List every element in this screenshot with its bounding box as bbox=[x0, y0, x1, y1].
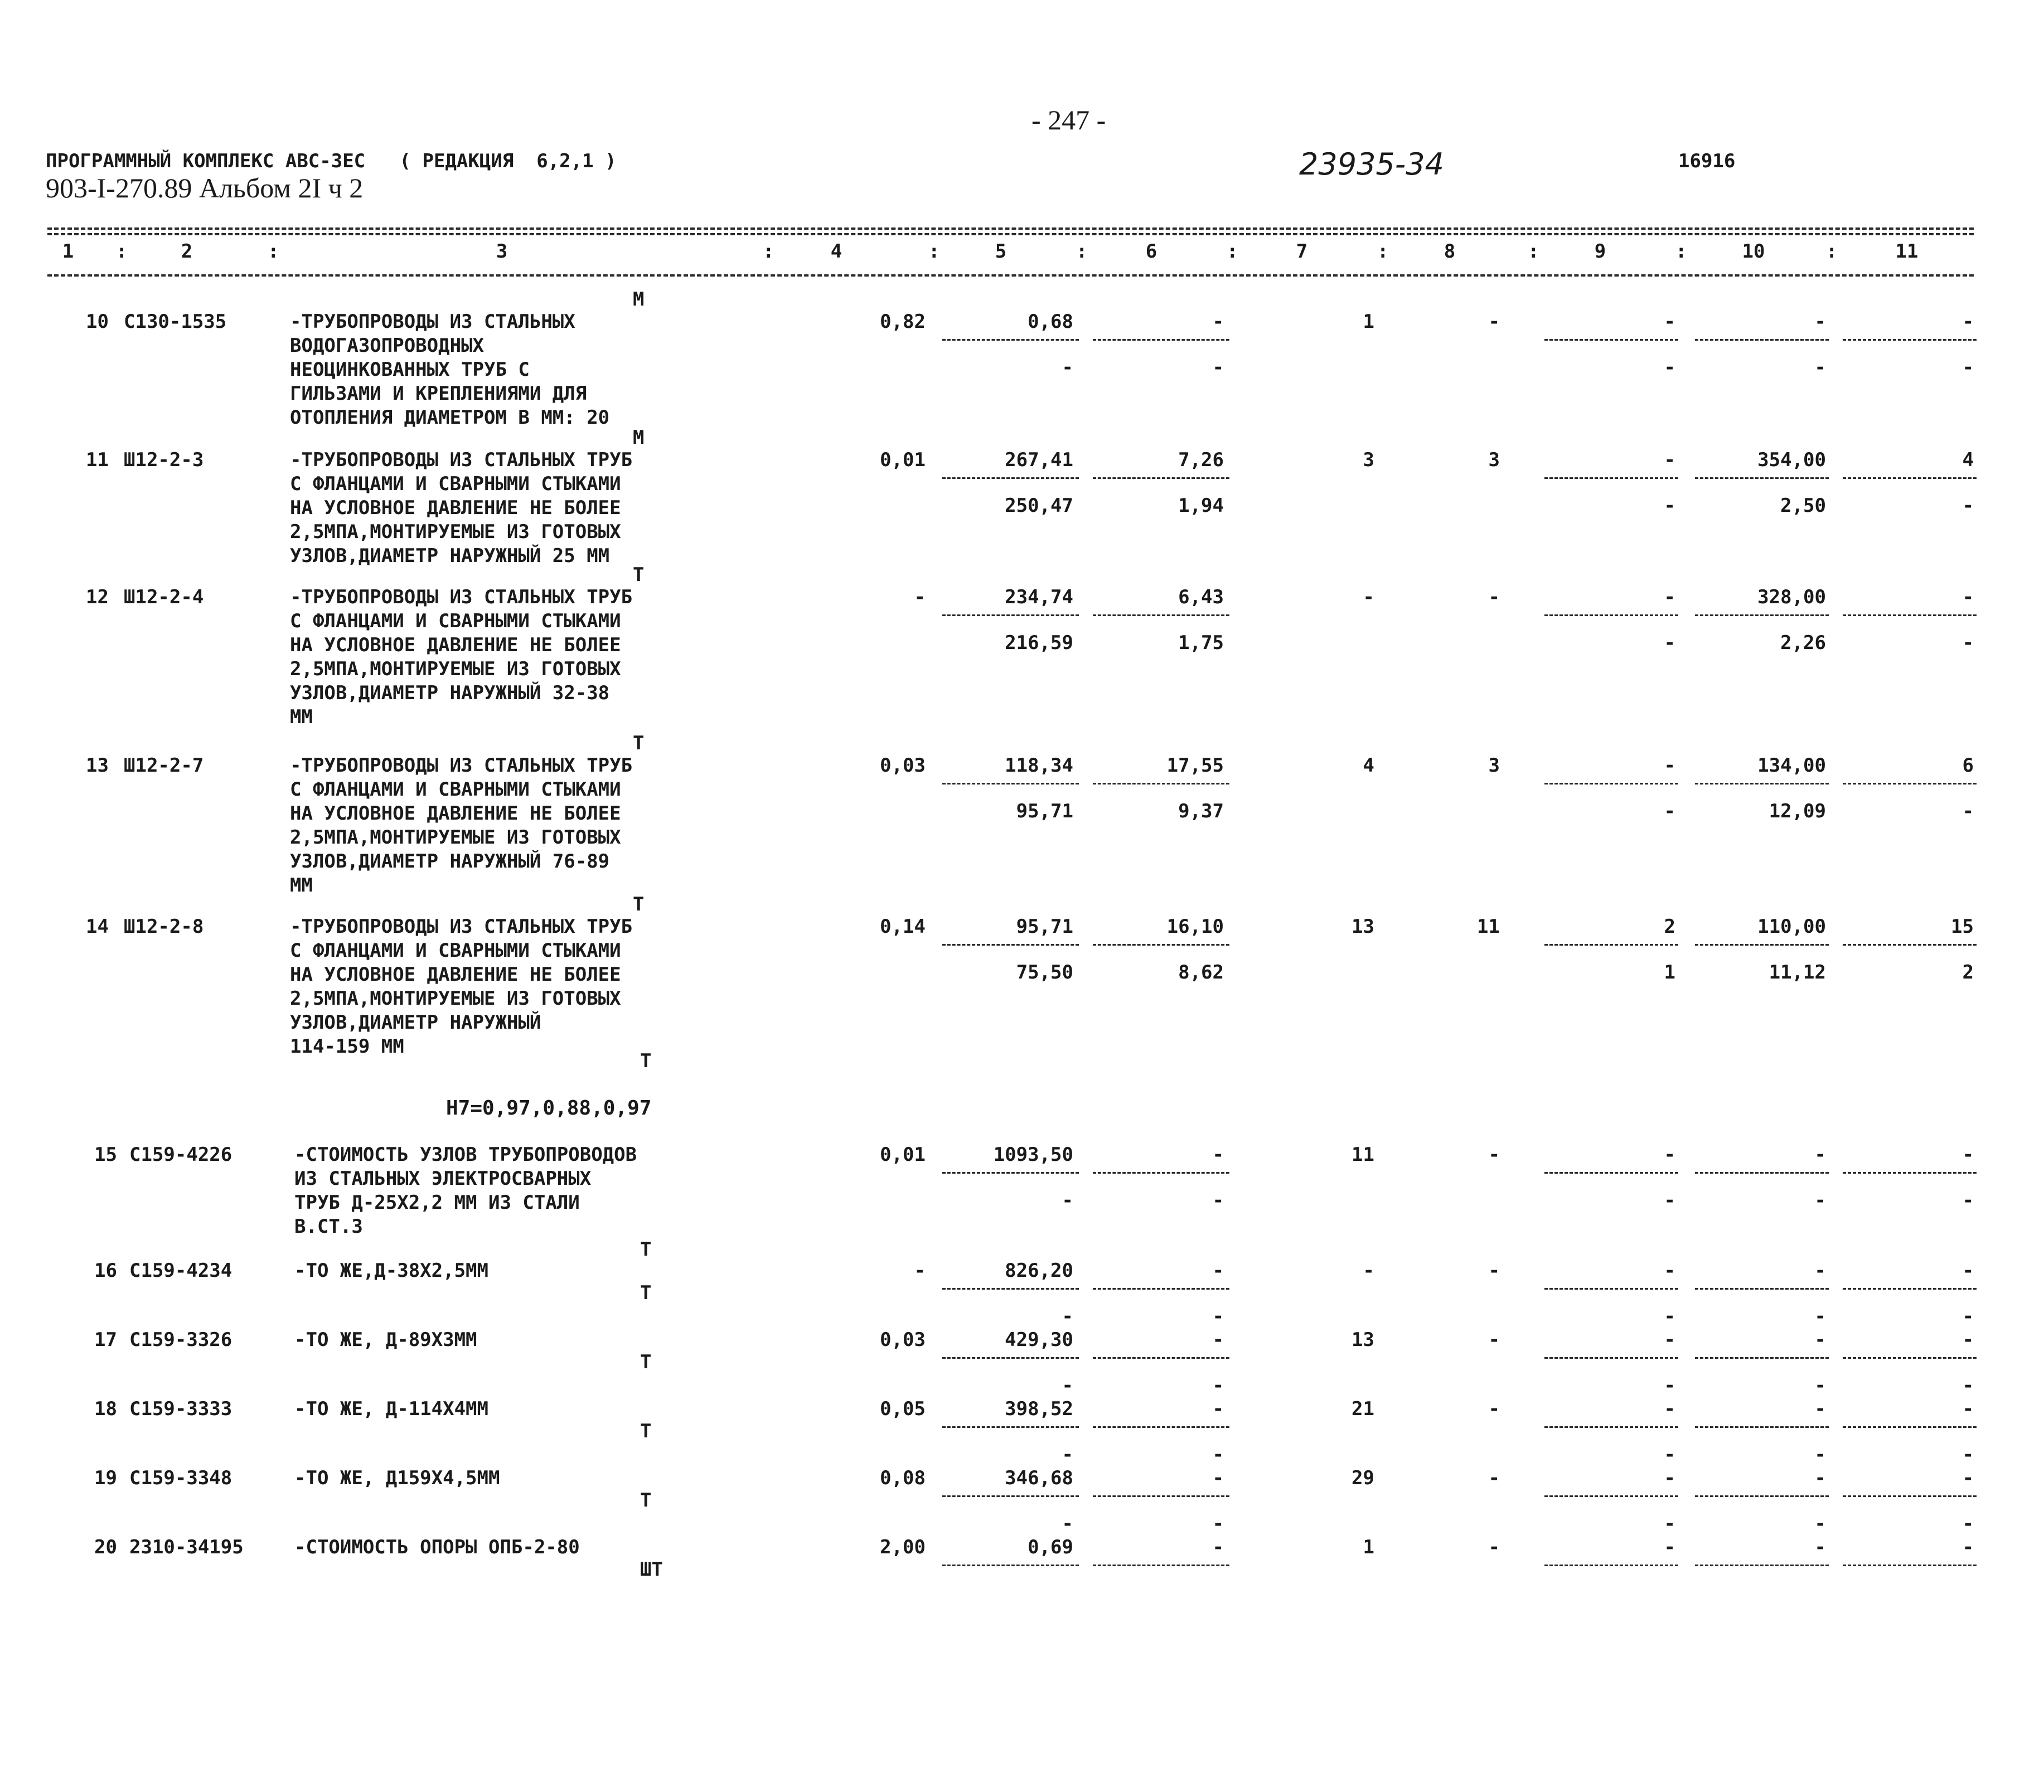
cell-divider bbox=[1695, 1495, 1829, 1497]
cell-divider bbox=[1093, 614, 1229, 616]
cell-divider bbox=[1695, 944, 1829, 946]
cell-divider bbox=[1544, 1172, 1678, 1174]
cell-col-5: 234,74 bbox=[1005, 586, 1073, 608]
row-description-line: -ТРУБОПРОВОДЫ ИЗ СТАЛЬНЫХ bbox=[290, 311, 575, 333]
unit-label: Т bbox=[640, 1420, 652, 1442]
cell-divider bbox=[942, 614, 1079, 616]
cell-divider bbox=[942, 1172, 1079, 1174]
cell-col-10: - bbox=[1814, 1398, 1826, 1420]
cell-col-7: 21 bbox=[1352, 1398, 1374, 1420]
cell-col-4: 0,14 bbox=[880, 916, 926, 938]
cell-col-11-lower: - bbox=[1962, 495, 1974, 517]
row-code: С159-4234 bbox=[129, 1260, 233, 1282]
column-separator: : bbox=[763, 240, 774, 263]
cell-col-6-lower: - bbox=[1212, 1374, 1224, 1397]
cell-col-11-lower: - bbox=[1962, 1513, 1974, 1535]
cell-col-5-lower: 75,50 bbox=[1016, 961, 1073, 984]
cell-col-11-lower: - bbox=[1962, 1444, 1974, 1466]
page-number: - 247 - bbox=[1031, 104, 1106, 135]
cell-col-6-lower: - bbox=[1212, 1305, 1224, 1328]
cell-col-6-lower: - bbox=[1212, 1444, 1224, 1466]
cell-col-9: - bbox=[1664, 754, 1675, 777]
cell-col-9: - bbox=[1664, 1398, 1675, 1420]
cell-col-8: - bbox=[1488, 1260, 1500, 1282]
cell-col-9: - bbox=[1664, 1260, 1675, 1282]
cell-divider bbox=[1544, 1288, 1678, 1290]
cell-divider bbox=[1695, 1172, 1829, 1174]
cell-divider bbox=[1843, 1565, 1977, 1566]
row-description-line: ОТОПЛЕНИЯ ДИАМЕТРОМ В ММ: 20 bbox=[290, 406, 610, 429]
row-number: 18 bbox=[94, 1398, 117, 1420]
column-separator: : bbox=[268, 240, 279, 263]
row-description-line: НА УСЛОВНОЕ ДАВЛЕНИЕ НЕ БОЛЕЕ bbox=[290, 634, 621, 656]
cell-divider bbox=[942, 1426, 1079, 1428]
cell-col-10-lower: - bbox=[1814, 1513, 1826, 1535]
cell-col-5: 826,20 bbox=[1005, 1260, 1073, 1282]
cell-divider bbox=[1695, 1357, 1829, 1359]
cell-col-10-lower: - bbox=[1814, 356, 1826, 379]
album-line: 903-I-270.89 Альбом 2I ч 2 bbox=[46, 172, 364, 204]
cell-col-11: - bbox=[1962, 586, 1974, 608]
cell-divider bbox=[1544, 1426, 1678, 1428]
cell-divider bbox=[1695, 339, 1829, 341]
column-header-10: 10 bbox=[1742, 240, 1765, 263]
cell-col-9-lower: - bbox=[1664, 1444, 1675, 1466]
cell-col-9-lower: - bbox=[1664, 356, 1675, 379]
cell-col-5: 118,34 bbox=[1005, 754, 1073, 777]
row-description-line: -ТРУБОПРОВОДЫ ИЗ СТАЛЬНЫХ ТРУБ bbox=[290, 754, 633, 777]
cell-col-4: 0,01 bbox=[880, 1144, 926, 1166]
row-description-line: УЗЛОВ,ДИАМЕТР НАРУЖНЫЙ 32-38 bbox=[290, 682, 610, 704]
cell-divider bbox=[1093, 339, 1229, 341]
column-separator: : bbox=[1675, 240, 1687, 263]
cell-col-5-lower: 250,47 bbox=[1005, 495, 1073, 517]
column-header-6: 6 bbox=[1145, 240, 1157, 263]
cell-col-5-lower: 216,59 bbox=[1005, 632, 1073, 654]
row-description-line: УЗЛОВ,ДИАМЕТР НАРУЖНЫЙ 25 ММ bbox=[290, 545, 610, 567]
cell-divider bbox=[1843, 1357, 1977, 1359]
cell-divider bbox=[1695, 783, 1829, 784]
cell-divider bbox=[1843, 1495, 1977, 1497]
unit-label: Т bbox=[633, 564, 645, 586]
row-description-line: 2,5МПА,МОНТИРУЕМЫЕ ИЗ ГОТОВЫХ bbox=[290, 826, 621, 849]
cell-col-10: 354,00 bbox=[1757, 449, 1826, 471]
column-header-2: 2 bbox=[181, 240, 193, 263]
cell-col-8: 3 bbox=[1488, 449, 1500, 471]
cell-col-8: 3 bbox=[1488, 754, 1500, 777]
cell-col-5: 398,52 bbox=[1005, 1398, 1073, 1420]
cell-col-9: - bbox=[1664, 1144, 1675, 1166]
row-description-line: С ФЛАНЦАМИ И СВАРНЫМИ СТЫКАМИ bbox=[290, 778, 621, 801]
cell-col-9: - bbox=[1664, 311, 1675, 333]
row-code: С159-3333 bbox=[129, 1398, 233, 1420]
row-description-line: ММ bbox=[290, 706, 313, 728]
header-rule-top-2 bbox=[47, 233, 1974, 235]
row-description-line: НА УСЛОВНОЕ ДАВЛЕНИЕ НЕ БОЛЕЕ bbox=[290, 963, 621, 986]
cell-divider bbox=[1093, 783, 1229, 784]
cell-col-11: 6 bbox=[1962, 754, 1974, 777]
cell-col-7: 13 bbox=[1352, 1329, 1374, 1351]
cell-divider bbox=[942, 339, 1079, 341]
row-description-line: 114-159 ММ bbox=[290, 1035, 404, 1058]
row-description-line: НЕОЦИНКОВАННЫХ ТРУБ С bbox=[290, 359, 530, 381]
cell-col-4: 0,01 bbox=[880, 449, 926, 471]
cell-divider bbox=[1843, 783, 1977, 784]
cell-col-6-lower: 1,75 bbox=[1178, 632, 1224, 654]
cell-col-11-lower: 2 bbox=[1962, 961, 1974, 984]
row-description-line: НА УСЛОВНОЕ ДАВЛЕНИЕ НЕ БОЛЕЕ bbox=[290, 802, 621, 825]
cell-divider bbox=[1093, 1172, 1229, 1174]
cell-divider bbox=[1093, 1288, 1229, 1290]
row-description-line: -ТРУБОПРОВОДЫ ИЗ СТАЛЬНЫХ ТРУБ bbox=[290, 449, 633, 471]
cell-col-10: 328,00 bbox=[1757, 586, 1826, 608]
cell-divider bbox=[1695, 614, 1829, 616]
cell-col-7: - bbox=[1363, 1260, 1374, 1282]
cell-divider bbox=[1093, 477, 1229, 479]
header-rule-bottom bbox=[47, 274, 1974, 277]
cell-divider bbox=[1843, 477, 1977, 479]
column-header-9: 9 bbox=[1594, 240, 1606, 263]
cell-divider bbox=[942, 1357, 1079, 1359]
cell-col-7: - bbox=[1363, 586, 1374, 608]
row-description-line: УЗЛОВ,ДИАМЕТР НАРУЖНЫЙ bbox=[290, 1011, 541, 1034]
column-separator: : bbox=[116, 240, 128, 263]
unit-label: М bbox=[633, 427, 645, 449]
row-description-line: ТРУБ Д-25Х2,2 ММ ИЗ СТАЛИ bbox=[294, 1192, 580, 1214]
cell-col-6: 7,26 bbox=[1178, 449, 1224, 471]
row-code: 2310-34195 bbox=[129, 1536, 244, 1558]
cell-divider bbox=[1544, 339, 1678, 341]
cell-col-10: - bbox=[1814, 1144, 1826, 1166]
row-description-line: -ТРУБОПРОВОДЫ ИЗ СТАЛЬНЫХ ТРУБ bbox=[290, 916, 633, 938]
unit-label: Т bbox=[633, 732, 645, 754]
cell-col-5: 267,41 bbox=[1005, 449, 1073, 471]
cell-col-11-lower: - bbox=[1962, 632, 1974, 654]
column-separator: : bbox=[1076, 240, 1088, 263]
cell-divider bbox=[1093, 1426, 1229, 1428]
cell-col-5: 0,68 bbox=[1028, 311, 1073, 333]
cell-col-11: - bbox=[1962, 1536, 1974, 1558]
row-number: 10 bbox=[86, 311, 109, 333]
cell-divider bbox=[942, 1495, 1079, 1497]
cell-col-11: - bbox=[1962, 1467, 1974, 1489]
cell-col-4: 0,08 bbox=[880, 1467, 926, 1489]
cell-divider bbox=[1695, 1288, 1829, 1290]
cell-col-10: - bbox=[1814, 311, 1826, 333]
row-description-line: 2,5МПА,МОНТИРУЕМЫЕ ИЗ ГОТОВЫХ bbox=[290, 658, 621, 680]
cell-col-9: - bbox=[1664, 1329, 1675, 1351]
row-number: 12 bbox=[86, 586, 109, 608]
cell-col-11-lower: - bbox=[1962, 1189, 1974, 1212]
cell-divider bbox=[942, 944, 1079, 946]
cell-col-5-lower: - bbox=[1062, 356, 1073, 379]
cell-col-11-lower: - bbox=[1962, 356, 1974, 379]
row-description-line: С ФЛАНЦАМИ И СВАРНЫМИ СТЫКАМИ bbox=[290, 939, 621, 962]
cell-col-10-lower: - bbox=[1814, 1444, 1826, 1466]
cell-col-9: 2 bbox=[1664, 916, 1675, 938]
cell-divider bbox=[1093, 1357, 1229, 1359]
cell-col-8: - bbox=[1488, 1144, 1500, 1166]
cell-col-5: 346,68 bbox=[1005, 1467, 1073, 1489]
cell-divider bbox=[1843, 1288, 1977, 1290]
cell-col-10-lower: 2,26 bbox=[1780, 632, 1826, 654]
cell-col-6: 6,43 bbox=[1178, 586, 1224, 608]
cell-divider bbox=[942, 783, 1079, 784]
cell-col-7: 13 bbox=[1352, 916, 1374, 938]
cell-col-9-lower: 1 bbox=[1664, 961, 1675, 984]
cell-divider bbox=[1695, 1565, 1829, 1566]
column-header-7: 7 bbox=[1296, 240, 1308, 263]
row-description-line: С ФЛАНЦАМИ И СВАРНЫМИ СТЫКАМИ bbox=[290, 473, 621, 495]
cell-col-5-lower: - bbox=[1062, 1374, 1073, 1397]
column-header-3: 3 bbox=[496, 240, 508, 263]
cell-col-8: - bbox=[1488, 1398, 1500, 1420]
cell-col-9: - bbox=[1664, 449, 1675, 471]
cell-col-6: - bbox=[1212, 1467, 1224, 1489]
cell-divider bbox=[942, 1565, 1079, 1566]
column-header-5: 5 bbox=[995, 240, 1007, 263]
cell-col-4: 0,82 bbox=[880, 311, 926, 333]
unit-label: М bbox=[633, 288, 645, 311]
cell-col-6-lower: 9,37 bbox=[1178, 800, 1224, 822]
cell-divider bbox=[1843, 1426, 1977, 1428]
row-number: 17 bbox=[94, 1329, 117, 1351]
row-code: С159-4226 bbox=[129, 1144, 233, 1166]
cell-divider bbox=[1544, 944, 1678, 946]
row-description-line: ММ bbox=[290, 874, 313, 897]
cell-col-6-lower: - bbox=[1212, 1189, 1224, 1212]
row-description-line: ИЗ СТАЛЬНЫХ ЭЛЕКТРОСВАРНЫХ bbox=[294, 1168, 592, 1190]
handwritten-number: 23935-34 bbox=[1299, 147, 1444, 182]
cell-col-10-lower: - bbox=[1814, 1305, 1826, 1328]
cell-col-5: 1093,50 bbox=[993, 1144, 1073, 1166]
cell-col-9-lower: - bbox=[1664, 1374, 1675, 1397]
cell-col-4: - bbox=[914, 586, 926, 608]
column-separator: : bbox=[928, 240, 940, 263]
column-header-8: 8 bbox=[1444, 240, 1456, 263]
row-number: 13 bbox=[86, 754, 109, 777]
cell-col-9-lower: - bbox=[1664, 800, 1675, 822]
cell-col-4: 0,05 bbox=[880, 1398, 926, 1420]
coefficient-line: Н7=0,97,0,88,0,97 bbox=[446, 1097, 652, 1120]
cell-col-10: - bbox=[1814, 1260, 1826, 1282]
unit-label: ШТ bbox=[640, 1558, 663, 1581]
row-description-line: -ТО ЖЕ, Д-114Х4ММ bbox=[294, 1398, 488, 1420]
cell-col-5-lower: - bbox=[1062, 1189, 1073, 1212]
cell-col-5-lower: 95,71 bbox=[1016, 800, 1073, 822]
unit-label: Т bbox=[640, 1050, 652, 1072]
cell-col-9: - bbox=[1664, 586, 1675, 608]
cell-col-11-lower: - bbox=[1962, 1374, 1974, 1397]
cell-col-9: - bbox=[1664, 1536, 1675, 1558]
cell-col-11: - bbox=[1962, 1144, 1974, 1166]
cell-col-10-lower: 2,50 bbox=[1780, 495, 1826, 517]
row-description-line: С ФЛАНЦАМИ И СВАРНЫМИ СТЫКАМИ bbox=[290, 610, 621, 632]
cell-col-6-lower: - bbox=[1212, 1513, 1224, 1535]
cell-col-5-lower: - bbox=[1062, 1513, 1073, 1535]
cell-col-7: 1 bbox=[1363, 311, 1374, 333]
cell-col-6-lower: 1,94 bbox=[1178, 495, 1224, 517]
cell-col-10-lower: - bbox=[1814, 1189, 1826, 1212]
unit-label: Т bbox=[640, 1489, 652, 1512]
cell-divider bbox=[1843, 944, 1977, 946]
cell-col-5-lower: - bbox=[1062, 1444, 1073, 1466]
cell-col-7: 11 bbox=[1352, 1144, 1374, 1166]
row-description-line: НА УСЛОВНОЕ ДАВЛЕНИЕ НЕ БОЛЕЕ bbox=[290, 497, 621, 519]
cell-divider bbox=[1093, 944, 1229, 946]
cell-col-10: - bbox=[1814, 1467, 1826, 1489]
cell-divider bbox=[1544, 614, 1678, 616]
cell-col-11: 4 bbox=[1962, 449, 1974, 471]
row-description-line: -ТРУБОПРОВОДЫ ИЗ СТАЛЬНЫХ ТРУБ bbox=[290, 586, 633, 608]
cell-divider bbox=[1093, 1565, 1229, 1566]
row-number: 16 bbox=[94, 1260, 117, 1282]
cell-col-8: - bbox=[1488, 1329, 1500, 1351]
cell-col-11: - bbox=[1962, 1329, 1974, 1351]
cell-col-7: 3 bbox=[1363, 449, 1374, 471]
cell-col-8: - bbox=[1488, 586, 1500, 608]
cell-col-11: - bbox=[1962, 1260, 1974, 1282]
cell-col-11: - bbox=[1962, 1398, 1974, 1420]
column-header-11: 11 bbox=[1895, 240, 1919, 263]
header-rule-top bbox=[47, 227, 1974, 230]
row-number: 11 bbox=[86, 449, 109, 471]
cell-col-11: 15 bbox=[1951, 916, 1974, 938]
unit-label: Т bbox=[640, 1238, 652, 1261]
row-code: С159-3326 bbox=[129, 1329, 233, 1351]
cell-col-4: 2,00 bbox=[880, 1536, 926, 1558]
cell-col-4: 0,03 bbox=[880, 754, 926, 777]
row-description-line: УЗЛОВ,ДИАМЕТР НАРУЖНЫЙ 76-89 bbox=[290, 850, 610, 873]
row-code: Ш12-2-3 bbox=[124, 449, 204, 471]
row-description-line: ВОДОГАЗОПРОВОДНЫХ bbox=[290, 335, 484, 357]
cell-col-9-lower: - bbox=[1664, 495, 1675, 517]
row-code: Ш12-2-7 bbox=[124, 754, 204, 777]
cell-col-9-lower: - bbox=[1664, 1189, 1675, 1212]
cell-col-8: 11 bbox=[1477, 916, 1500, 938]
row-description-line: ГИЛЬЗАМИ И КРЕПЛЕНИЯМИ ДЛЯ bbox=[290, 382, 587, 405]
row-number: 20 bbox=[94, 1536, 117, 1558]
cell-divider bbox=[1843, 614, 1977, 616]
cell-col-9-lower: - bbox=[1664, 632, 1675, 654]
cell-col-10: - bbox=[1814, 1329, 1826, 1351]
cell-col-8: - bbox=[1488, 311, 1500, 333]
row-description-line: В.СТ.3 bbox=[294, 1215, 363, 1238]
row-code: Ш12-2-4 bbox=[124, 586, 204, 608]
cell-col-6: - bbox=[1212, 1536, 1224, 1558]
column-header-4: 4 bbox=[830, 240, 842, 263]
cell-col-5: 95,71 bbox=[1016, 916, 1073, 938]
cell-col-7: 4 bbox=[1363, 754, 1374, 777]
cell-col-10: 110,00 bbox=[1757, 916, 1826, 938]
row-code: С130-1535 bbox=[124, 311, 227, 333]
cell-col-10-lower: - bbox=[1814, 1374, 1826, 1397]
cell-col-10-lower: 11,12 bbox=[1769, 961, 1826, 984]
cell-divider bbox=[1843, 1172, 1977, 1174]
column-header-1: 1 bbox=[62, 240, 74, 263]
row-code: Ш12-2-8 bbox=[124, 916, 204, 938]
cell-col-9-lower: - bbox=[1664, 1305, 1675, 1328]
document-number: 16916 bbox=[1678, 150, 1736, 172]
cell-divider bbox=[1843, 339, 1977, 341]
row-description-line: -ТО ЖЕ, Д159Х4,5ММ bbox=[294, 1467, 500, 1489]
cell-col-7: 29 bbox=[1352, 1467, 1374, 1489]
cell-divider bbox=[1093, 1495, 1229, 1497]
cell-col-4: 0,03 bbox=[880, 1329, 926, 1351]
cell-col-11-lower: - bbox=[1962, 800, 1974, 822]
cell-divider bbox=[1544, 783, 1678, 784]
cell-divider bbox=[1695, 477, 1829, 479]
cell-col-9: - bbox=[1664, 1467, 1675, 1489]
column-separator: : bbox=[1377, 240, 1389, 263]
cell-col-11: - bbox=[1962, 311, 1974, 333]
cell-col-6: 17,55 bbox=[1166, 754, 1224, 777]
cell-col-9-lower: - bbox=[1664, 1513, 1675, 1535]
cell-col-10: - bbox=[1814, 1536, 1826, 1558]
row-description-line: -СТОИМОСТЬ УЗЛОВ ТРУБОПРОВОДОВ bbox=[294, 1144, 637, 1166]
cell-divider bbox=[1544, 1357, 1678, 1359]
row-code: С159-3348 bbox=[129, 1467, 233, 1489]
row-description-line: -ТО ЖЕ, Д-89Х3ММ bbox=[294, 1329, 477, 1351]
column-separator: : bbox=[1528, 240, 1539, 263]
cell-col-11-lower: - bbox=[1962, 1305, 1974, 1328]
cell-divider bbox=[1544, 1495, 1678, 1497]
cell-col-6-lower: - bbox=[1212, 356, 1224, 379]
cell-divider bbox=[942, 477, 1079, 479]
cell-col-8: - bbox=[1488, 1467, 1500, 1489]
row-number: 14 bbox=[86, 916, 109, 938]
cell-divider bbox=[1544, 1565, 1678, 1566]
row-number: 19 bbox=[94, 1467, 117, 1489]
cell-divider bbox=[942, 1288, 1079, 1290]
cell-col-5: 429,30 bbox=[1005, 1329, 1073, 1351]
row-description-line: 2,5МПА,МОНТИРУЕМЫЕ ИЗ ГОТОВЫХ bbox=[290, 987, 621, 1010]
cell-col-6-lower: 8,62 bbox=[1178, 961, 1224, 984]
cell-col-6: 16,10 bbox=[1166, 916, 1224, 938]
program-line: ПРОГРАММНЫЙ КОМПЛЕКС АВС-3ЕС ( РЕДАКЦИЯ 6,2,1 ) bbox=[46, 150, 617, 172]
cell-col-6: - bbox=[1212, 1144, 1224, 1166]
row-description-line: -СТОИМОСТЬ ОПОРЫ ОПБ-2-80 bbox=[294, 1536, 580, 1558]
cell-col-7: 1 bbox=[1363, 1536, 1374, 1558]
row-description-line: -ТО ЖЕ,Д-38Х2,5ММ bbox=[294, 1260, 488, 1282]
cell-col-6: - bbox=[1212, 311, 1224, 333]
cell-col-5-lower: - bbox=[1062, 1305, 1073, 1328]
column-separator: : bbox=[1826, 240, 1838, 263]
column-separator: : bbox=[1227, 240, 1238, 263]
cell-col-4: - bbox=[914, 1260, 926, 1282]
cell-col-5: 0,69 bbox=[1028, 1536, 1073, 1558]
unit-label: Т bbox=[633, 893, 645, 916]
row-description-line: 2,5МПА,МОНТИРУЕМЫЕ ИЗ ГОТОВЫХ bbox=[290, 521, 621, 543]
cell-col-6: - bbox=[1212, 1260, 1224, 1282]
cell-col-8: - bbox=[1488, 1536, 1500, 1558]
unit-label: Т bbox=[640, 1351, 652, 1373]
row-number: 15 bbox=[94, 1144, 117, 1166]
cell-divider bbox=[1544, 477, 1678, 479]
cell-col-10: 134,00 bbox=[1757, 754, 1826, 777]
cell-col-10-lower: 12,09 bbox=[1769, 800, 1826, 822]
cell-col-6: - bbox=[1212, 1398, 1224, 1420]
unit-label: Т bbox=[640, 1282, 652, 1304]
cell-divider bbox=[1695, 1426, 1829, 1428]
cell-col-6: - bbox=[1212, 1329, 1224, 1351]
